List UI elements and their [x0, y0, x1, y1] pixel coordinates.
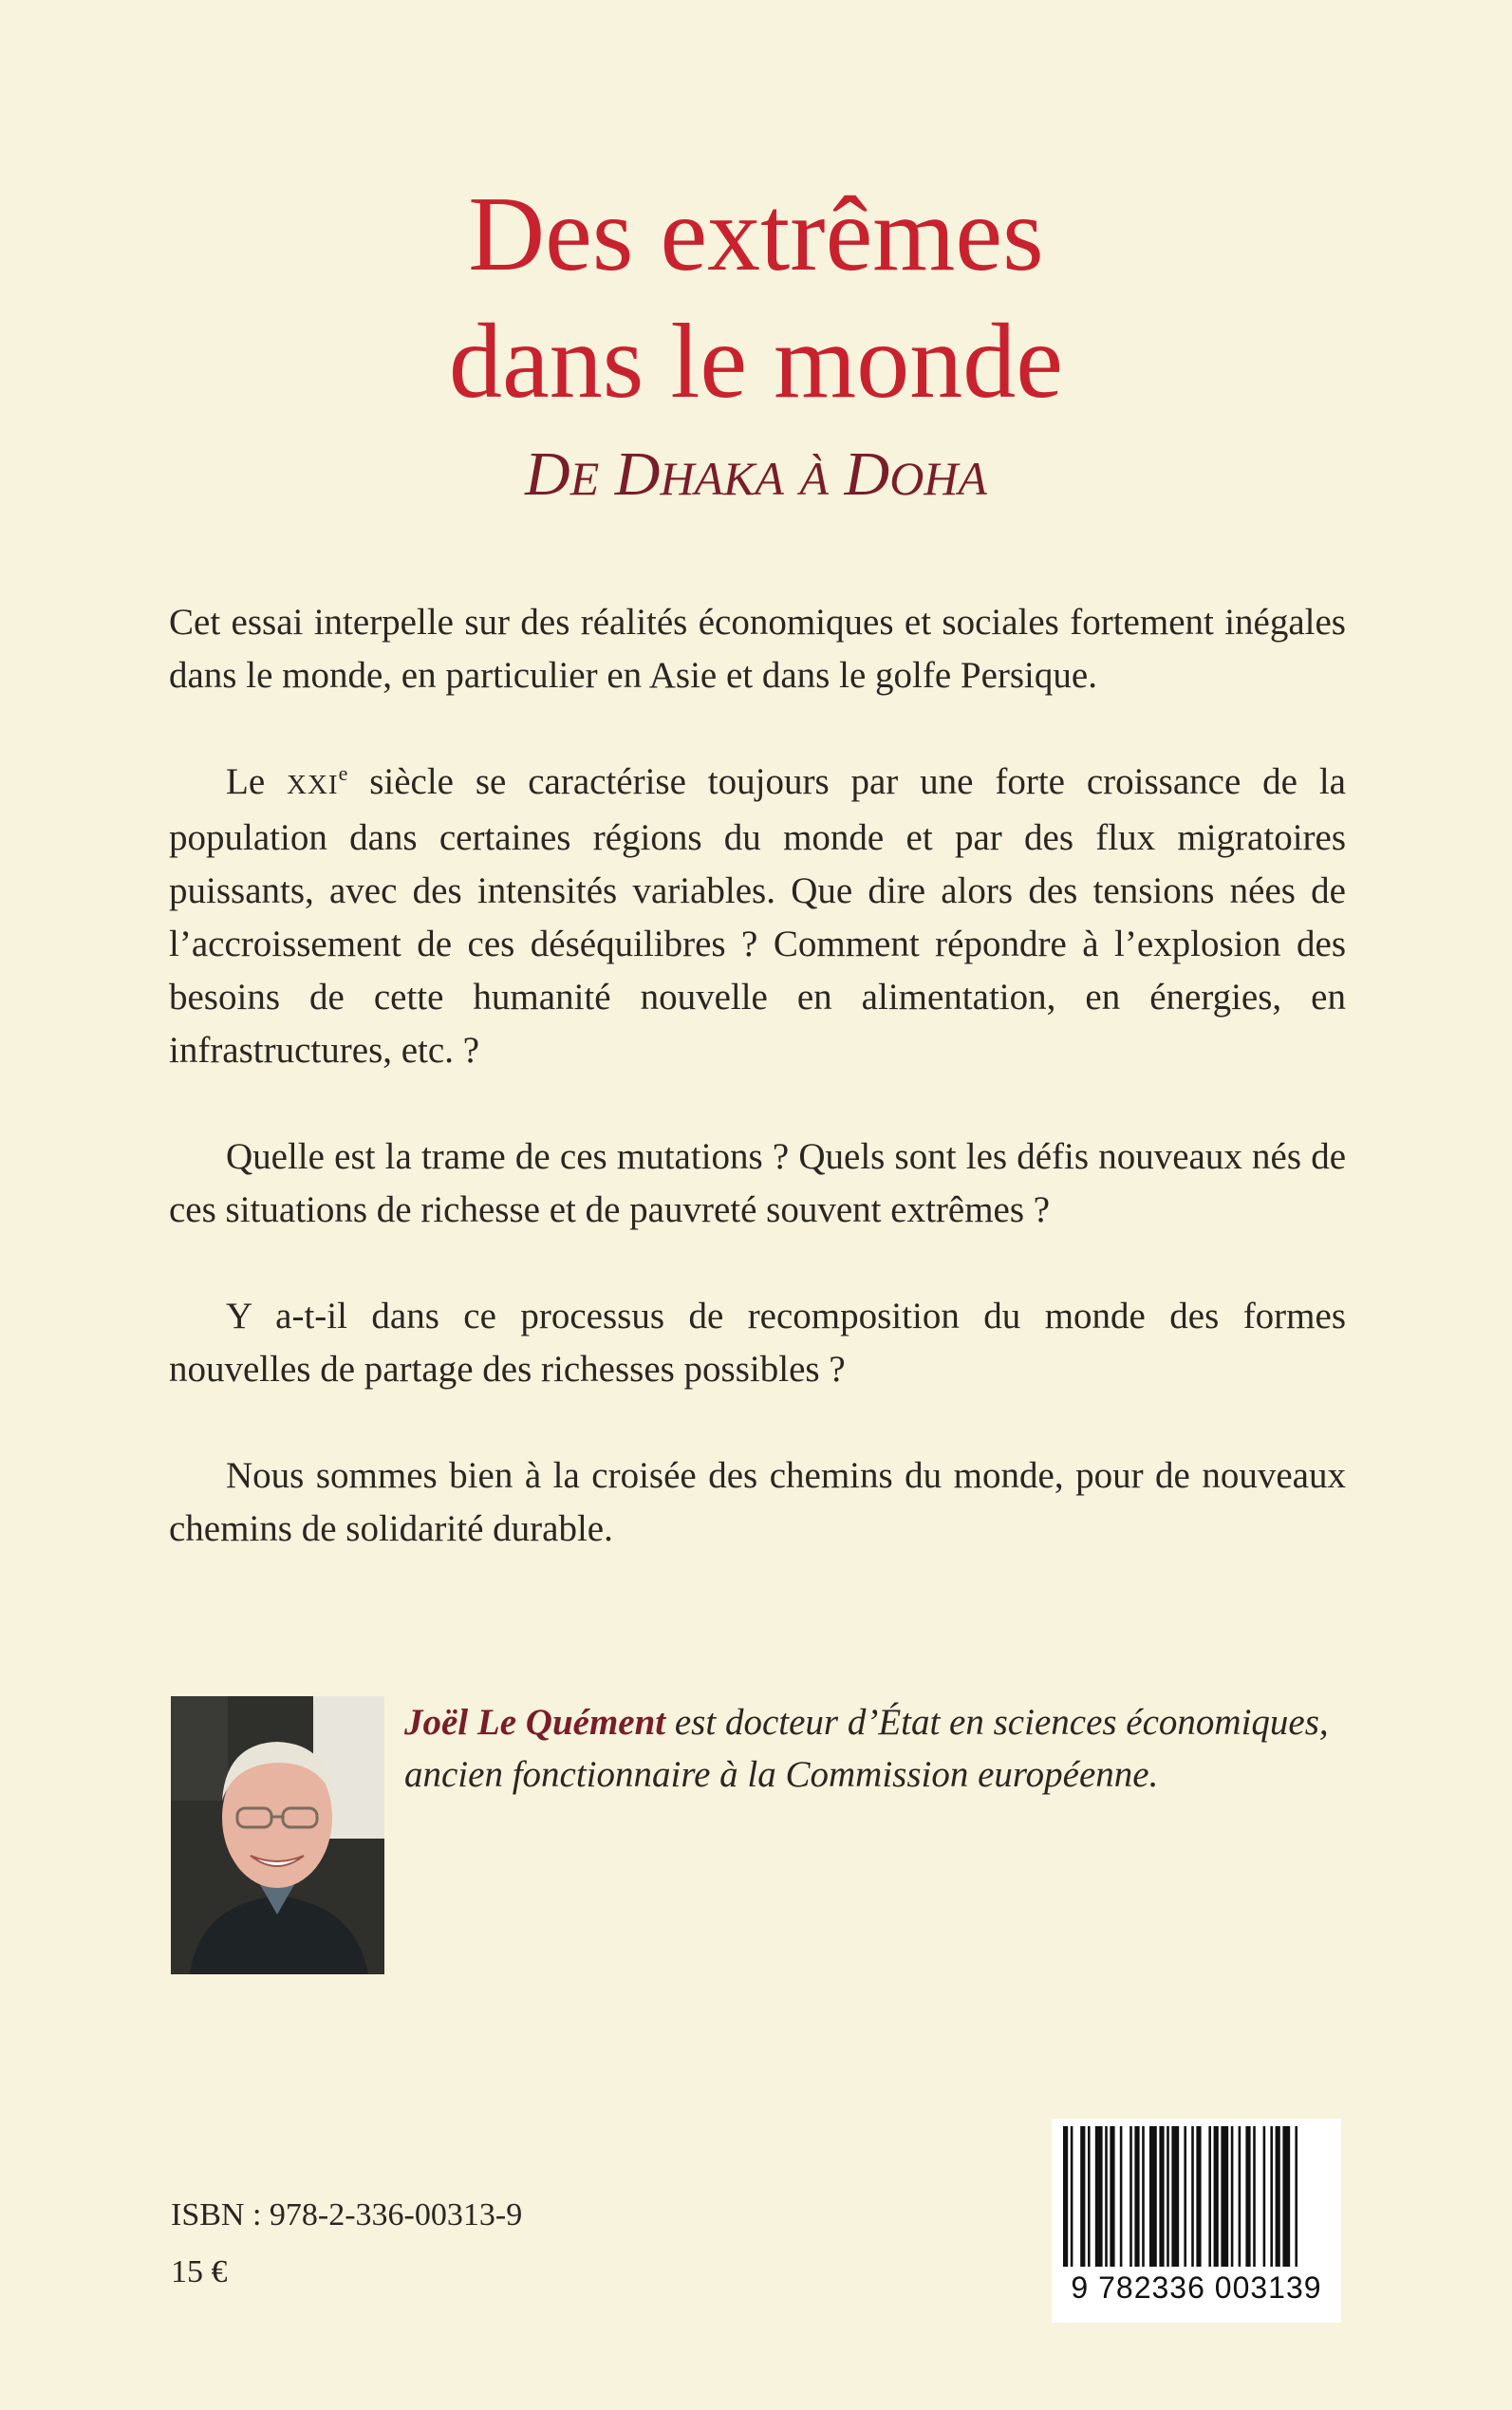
barcode-bar — [1149, 2126, 1157, 2267]
summary-paragraph-2: Le XXIe siècle se caractérise toujours par une forte croissance de la population dans certaines régions du monde et par des flux migratoires puissants, avec des intensités variables. Que dire alors des tensions nées de l’accroissement de ces déséquilibres ? Comment répondre à l’explosion des besoins de cette humanité nouvelle en alimentation, en énergies, en infrastructures, etc. ? — [169, 761, 1346, 1071]
barcode — [1052, 2119, 1341, 2323]
barcode-bar — [1196, 2126, 1201, 2267]
barcode-bar — [1295, 2126, 1297, 2267]
barcode-bar — [1270, 2126, 1273, 2267]
barcode-bar — [1171, 2126, 1179, 2267]
barcode-bar — [1159, 2126, 1164, 2267]
barcode-bar — [1129, 2126, 1132, 2267]
barcode-bar — [1239, 2126, 1241, 2267]
back-cover-summary — [169, 596, 1346, 1609]
author-photo — [171, 1696, 384, 1974]
barcode-bar — [1080, 2126, 1085, 2267]
author-name: Joël Le Quément — [404, 1702, 666, 1743]
barcode-bar — [1167, 2126, 1169, 2267]
barcode-bar — [1134, 2126, 1139, 2267]
barcode-bar — [1191, 2126, 1194, 2267]
barcode-digits: 9 782336 003139 — [1071, 2270, 1322, 2305]
barcode-bar — [1221, 2126, 1228, 2267]
barcode-bar — [1184, 2126, 1186, 2267]
summary-paragraph-1: Cet essai interpelle sur des réalités économiques et sociales fortement inégales dans le monde, en particulier en Asie et dans le golfe Persique. — [169, 602, 1346, 696]
barcode-bar — [1095, 2126, 1103, 2267]
author-description: est docteur d’État en sciences économiques, ancien fonctionnaire à la Commission européenne. — [404, 1702, 1329, 1795]
barcode-bar — [1142, 2126, 1145, 2267]
barcode-bar — [1071, 2126, 1073, 2267]
author-portrait-image — [171, 1696, 384, 1974]
barcode-bar — [1208, 2126, 1211, 2267]
barcode-bar — [1214, 2126, 1219, 2267]
summary-paragraph-3: Quelle est la trame de ces mutations ? Quels sont les défis nouveaux nés de ces situations de richesse et de pauvreté souvent extrêmes ? — [169, 1136, 1346, 1230]
book-title — [0, 171, 1512, 425]
barcode-bar — [1231, 2126, 1234, 2267]
barcode-bar — [1120, 2126, 1123, 2267]
book-subtitle: DE DHAKA À DOHA — [525, 439, 987, 509]
barcode-bar — [1282, 2126, 1290, 2267]
price: 15 € — [171, 2254, 228, 2289]
summary-paragraph-4: Y a-t-il dans ce processus de recomposition du monde des formes nouvelles de partage des richesses possibles ? — [169, 1296, 1346, 1390]
barcode-bar — [1063, 2126, 1068, 2267]
barcode-bar — [1263, 2126, 1266, 2267]
title-line-2: dans le monde — [449, 303, 1063, 420]
summary-paragraph-5: Nous sommes bien à la croisée des chemins du monde, pour de nouveaux chemins de solidarité durable. — [169, 1455, 1346, 1549]
barcode-bars — [1052, 2119, 1341, 2270]
barcode-bar — [1245, 2126, 1250, 2267]
isbn: ISBN : 978-2-336-00313-9 — [171, 2197, 523, 2233]
barcode-bar — [1253, 2126, 1256, 2267]
barcode-bar — [1276, 2126, 1280, 2267]
barcode-bar — [1088, 2126, 1091, 2267]
author-bio — [404, 1696, 1363, 1801]
title-line-1: Des extrêmes — [468, 176, 1044, 293]
barcode-bar — [1110, 2126, 1114, 2267]
barcode-bar — [1105, 2126, 1108, 2267]
